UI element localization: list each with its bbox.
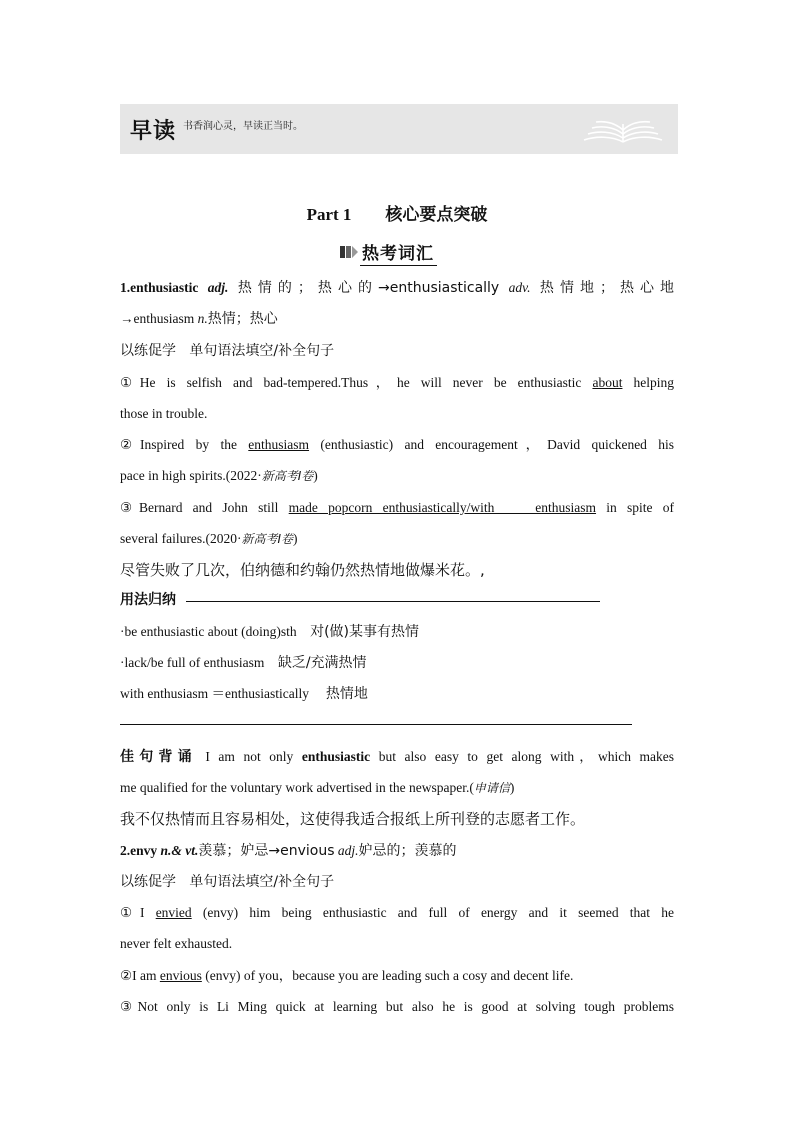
answer-blank: enthusiasm xyxy=(248,437,310,452)
recite-text: ) xyxy=(509,780,515,795)
recite-text: but also easy to get along with，which makes xyxy=(378,749,675,764)
open-book-icon xyxy=(582,114,664,146)
entry2-question1 xyxy=(120,903,674,923)
question-text: helping xyxy=(633,375,675,390)
entry1-question1-cont: those in trouble. xyxy=(120,406,208,421)
usage-bottom-rule xyxy=(120,724,632,725)
practice-type: 单句语法填空/补全句子 xyxy=(189,874,335,890)
entry1-headword: 1.enthusiastic xyxy=(120,280,199,295)
recite-text: I am not only xyxy=(205,749,294,764)
entry2-pos: n.& vt. xyxy=(160,843,199,858)
header-banner xyxy=(120,104,678,154)
section-title: 热考词汇 xyxy=(360,239,437,266)
entry1-meaning1: 热情的；热心的→enthusiastically xyxy=(237,280,500,296)
question-text: (envy) him being enthusiastic and full of energy and it seemed that he xyxy=(202,905,675,920)
question-text: (envy) of you，because you are leading such a cosy and decent life. xyxy=(205,968,574,983)
entry1-question3-cont xyxy=(120,529,674,549)
banner-title: 早读 xyxy=(130,119,177,144)
entry1-recite-cont xyxy=(120,778,674,798)
answer-blank: about xyxy=(592,375,623,390)
entry1-derived-meaning: 热情；热心 xyxy=(207,311,278,327)
usage-item-1 xyxy=(120,622,674,642)
practice-label: 以练促学 xyxy=(120,343,176,359)
usage-meaning: 缺乏/充满热情 xyxy=(277,655,367,671)
question-text: ②Inspired by the xyxy=(120,437,237,452)
usage-item-3 xyxy=(120,684,674,704)
entry1-recite-translation: 我不仅热情而且容易相处，这使得我适合报纸上所刊登的志愿者工作。 xyxy=(120,810,586,828)
part-heading xyxy=(0,200,794,225)
usage-top-rule xyxy=(186,601,600,602)
usage-phrase: ·be enthusiastic about (doing)sth xyxy=(120,624,297,639)
usage-item-2 xyxy=(120,653,674,673)
question-text: ②I am xyxy=(120,968,157,983)
section-heading xyxy=(340,240,437,264)
recite-text: me qualified for the voluntary work advertised in the newspaper.( xyxy=(120,780,474,795)
question-text: (enthusiastic) and encouragement，David quickened his xyxy=(320,437,675,452)
entry1-question2-cont xyxy=(120,466,674,486)
usage-phrase: ·lack/be full of enthusiasm xyxy=(120,655,265,670)
answer-blank: envious xyxy=(159,968,202,983)
question-text: pace in high spirits.(2022· xyxy=(120,468,262,483)
question-text: ①I xyxy=(120,905,145,920)
answer-blank: envied xyxy=(155,905,192,920)
usage-meaning: 对(做)某事有热情 xyxy=(310,624,420,640)
entry2-meaning2: 妒忌的；羡慕的 xyxy=(358,843,457,859)
part-title: 核心要点突破 xyxy=(385,205,488,225)
entry1-usage-head xyxy=(120,590,674,610)
usage-meaning: 热情地 xyxy=(325,686,368,702)
entry1-question1 xyxy=(120,373,674,393)
entry1-question2 xyxy=(120,435,674,455)
entry1-pos2: adv. xyxy=(508,280,531,295)
entry2-question1-cont: never felt exhausted. xyxy=(120,936,233,951)
source-label: 新高考Ⅰ卷 xyxy=(261,469,314,483)
answer-blank: made popcorn enthusiastically/with enthusiasm xyxy=(288,500,597,515)
entry2-practice-head xyxy=(120,872,674,892)
recite-keyword: enthusiastic xyxy=(301,749,371,764)
entry1-derived-pos: n. xyxy=(197,311,208,326)
entry1-practice-head xyxy=(120,341,674,361)
entry2-headword: 2.envy xyxy=(120,843,158,858)
part-label: Part 1 xyxy=(306,205,352,224)
usage-phrase: with enthusiasm ＝enthusiastically xyxy=(120,686,309,701)
entry1-question3-translation: 尽管失败了几次，伯纳德和约翰仍然热情地做爆米花。, xyxy=(120,561,485,579)
recite-label: 佳句背诵 xyxy=(120,749,197,765)
entry1-pos: adj. xyxy=(207,280,229,295)
entry1-headline xyxy=(120,278,674,298)
section-marker-icon xyxy=(340,245,358,259)
entry2-question3: ③Not only is Li Ming quick at learning but also he is good at solving tough problems xyxy=(120,999,674,1014)
source-label: 申请信 xyxy=(473,781,510,795)
entry2-pos2: adj. xyxy=(337,843,359,858)
entry2-headline xyxy=(120,841,674,861)
entry2-meaning1: 羡慕；妒忌→envious xyxy=(198,843,335,859)
entry1-derived-word: →enthusiasm xyxy=(120,311,195,326)
banner-slogan: 书香润心灵，早读正当时。 xyxy=(183,121,303,132)
entry1-derivative xyxy=(120,309,674,329)
question-text: ③Bernard and John still xyxy=(120,500,279,515)
entry1-meaning2: 热情地；热心地 xyxy=(539,280,675,296)
question-text: ①He is selfish and bad-tempered.Thus，he will never be enthusiastic xyxy=(120,375,582,390)
entry1-recite xyxy=(120,747,674,767)
practice-label: 以练促学 xyxy=(120,874,176,890)
question-text: in spite of xyxy=(606,500,675,515)
entry2-question2 xyxy=(120,966,674,986)
question-text: several failures.(2020· xyxy=(120,531,242,546)
question-text: ) xyxy=(313,468,318,483)
practice-type: 单句语法填空/补全句子 xyxy=(189,343,335,359)
source-label: 新高考Ⅰ卷 xyxy=(241,532,293,546)
entry1-question3 xyxy=(120,498,674,518)
usage-label: 用法归纳 xyxy=(120,592,176,608)
question-text: ) xyxy=(293,531,298,546)
